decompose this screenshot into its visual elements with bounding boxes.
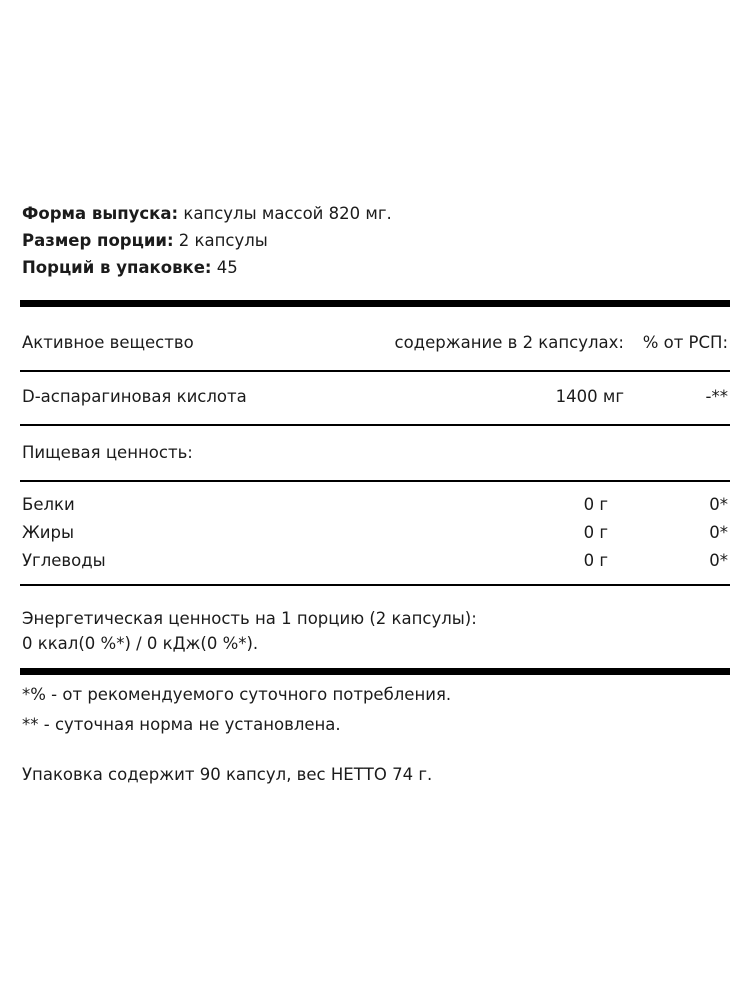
serving-size-label: Размер порции:: [22, 231, 174, 250]
column-header-amount: содержание в 2 капсулах:: [394, 333, 624, 352]
nutrition-name-protein: Белки: [22, 495, 75, 514]
footnote-daily-value: *% - от рекомендуемого суточного потребления.: [22, 685, 452, 704]
table-row: [0, 522, 750, 544]
divider-bottom-thick: [20, 668, 730, 675]
divider-under-active: [20, 424, 730, 426]
nutrition-amount-protein: 0 г: [583, 495, 608, 514]
servings-per-container-line: [22, 254, 728, 281]
package-contents-note: Упаковка содержит 90 капсул, вес НЕТТО 74 г.: [22, 765, 433, 784]
table-row: [0, 550, 750, 572]
active-ingredient-percent: -**: [705, 387, 728, 406]
nutrition-name-fat: Жиры: [22, 523, 74, 542]
form-line: [22, 200, 728, 227]
table-header-row: [0, 332, 750, 354]
table-row: [0, 386, 750, 408]
divider-under-nutrition: [20, 584, 730, 586]
column-header-percent: % от РСП:: [642, 333, 728, 352]
energy-value-line-2: 0 ккал(0 %*) / 0 кДж(0 %*).: [22, 634, 259, 653]
energy-value-line-1: Энергетическая ценность на 1 порцию (2 капсулы):: [22, 609, 477, 628]
form-label: Форма выпуска:: [22, 204, 179, 223]
divider-under-header: [20, 370, 730, 372]
nutrition-amount-carbs: 0 г: [583, 551, 608, 570]
nutrition-percent-fat: 0*: [709, 523, 728, 542]
nutrition-percent-carbs: 0*: [709, 551, 728, 570]
serving-size-line: [22, 227, 728, 254]
nutrition-section-title: Пищевая ценность:: [22, 443, 193, 462]
product-header: [22, 200, 728, 281]
serving-size-value: 2 капсулы: [178, 231, 268, 250]
active-ingredient-amount: 1400 мг: [555, 387, 624, 406]
form-value: капсулы массой 820 мг.: [183, 204, 392, 223]
divider-above-nutrition: [20, 480, 730, 482]
nutrition-amount-fat: 0 г: [583, 523, 608, 542]
column-header-substance: Активное вещество: [22, 333, 194, 352]
table-row: [0, 494, 750, 516]
footnote-no-norm: ** - суточная норма не установлена.: [22, 715, 341, 734]
nutrition-name-carbs: Углеводы: [22, 551, 106, 570]
servings-per-container-label: Порций в упаковке:: [22, 258, 212, 277]
active-ingredient-name: D-аспарагиновая кислота: [22, 387, 247, 406]
divider-top-thick: [20, 300, 730, 307]
nutrition-percent-protein: 0*: [709, 495, 728, 514]
servings-per-container-value: 45: [216, 258, 238, 277]
